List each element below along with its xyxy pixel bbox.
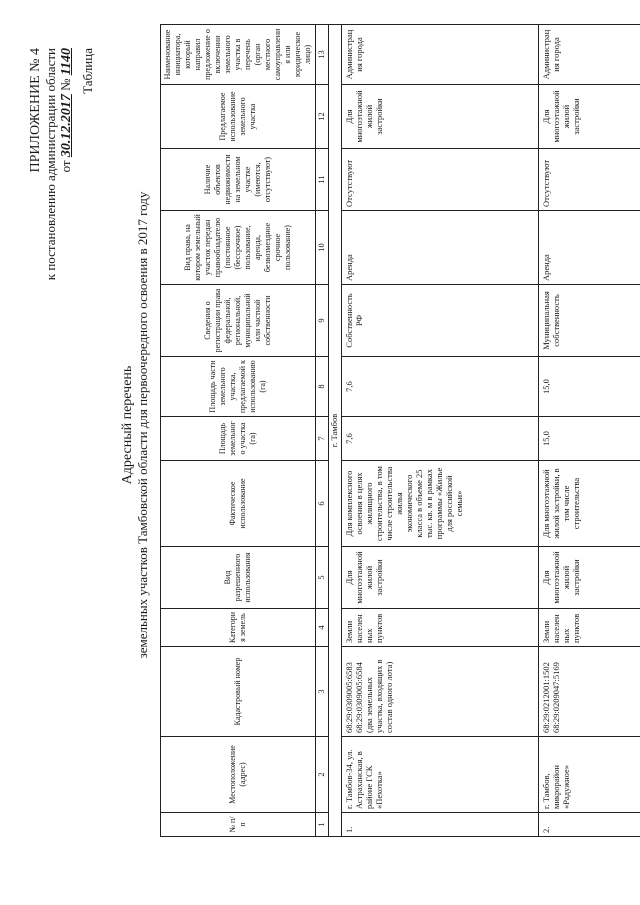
- cadastral-cell: 68:29:0212001:1502 68:29:0209047:5169: [539, 647, 640, 737]
- right-type-cell: Аренда: [539, 211, 640, 285]
- land-plots-table: [160, 24, 640, 837]
- group-title: г. Тамбов: [329, 25, 342, 837]
- handwritten-date: 30.12.2017: [59, 94, 74, 158]
- from-label: от: [58, 160, 73, 173]
- column-number: 2: [316, 737, 329, 813]
- area-part-cell: 7,6: [342, 357, 539, 417]
- category-cell: Земли населенных пунктов: [539, 609, 640, 647]
- header-cell: Вид права, на котором земельный участок передан правообладателю (постоянное (бессрочное) пользование, аренда, безвозмездное срочное пользование): [161, 211, 316, 285]
- handwritten-number: 1140: [59, 48, 74, 76]
- real-estate-cell: Отсутствуют: [539, 149, 640, 211]
- header-cell: Фактическое использование: [161, 461, 316, 547]
- header-cell: Площадь земельного участка (га): [161, 417, 316, 461]
- column-number: 1: [316, 813, 329, 837]
- column-number: 3: [316, 647, 329, 737]
- document-heading: [120, 145, 150, 705]
- header-cell: Категория земель: [161, 609, 316, 647]
- header-cell: Наименование инициатора, который направил предложение о включении земельного участка в перечень (орган местного самоуправления или юридическое лицо): [161, 25, 316, 85]
- initiator-cell: Администрация города: [539, 25, 640, 85]
- appendix-date-line: [58, 48, 74, 280]
- column-number: 5: [316, 547, 329, 609]
- column-number: 10: [316, 211, 329, 285]
- header-cell: Местоположение (адрес): [161, 737, 316, 813]
- appendix-block: [28, 48, 74, 280]
- header-cell: Вид разрешенного использования: [161, 547, 316, 609]
- row-number: 2.: [539, 813, 640, 837]
- area-cell: 7,6: [342, 417, 539, 461]
- column-number: 12: [316, 85, 329, 149]
- header-cell: Сведения о регистрации права федеральной, региональной, муниципальной или частной собственности: [161, 285, 316, 357]
- table-label: Таблица: [80, 48, 95, 94]
- header-row: [161, 25, 316, 837]
- actual-use-cell: Для комплексного освоения в целях жилищного строительства, в том числе строительства жилья экономического класса в объеме 25 тыс. кв. м в рамках программы «Жилье для российской семьи»: [342, 461, 539, 547]
- real-estate-cell: Отсутствуют: [342, 149, 539, 211]
- address-cell: г. Тамбов-34, ул. Астраханская, в районе ГСК «Пехотка»: [342, 737, 539, 813]
- column-number: 9: [316, 285, 329, 357]
- column-number-row: [316, 25, 329, 837]
- column-number: 6: [316, 461, 329, 547]
- proposed-use-cell: Для многоэтажной жилой застройки: [539, 85, 640, 149]
- column-number: 13: [316, 25, 329, 85]
- column-number: 8: [316, 357, 329, 417]
- actual-use-cell: Для многоэтажной жилой застройки, в том числе строительства: [539, 461, 640, 547]
- column-number: 7: [316, 417, 329, 461]
- header-cell: Кадастровый номер: [161, 647, 316, 737]
- permitted-use-cell: Для многоэтажной жилой застройки: [539, 547, 640, 609]
- ownership-cell: Муниципальная собственность: [539, 285, 640, 357]
- column-number: 11: [316, 149, 329, 211]
- column-number: 4: [316, 609, 329, 647]
- proposed-use-cell: Для многоэтажной жилой застройки: [342, 85, 539, 149]
- right-type-cell: Аренда: [342, 211, 539, 285]
- header-cell: Наличие объектов недвижимости на земельном участке (имеются, отсутствуют): [161, 149, 316, 211]
- cadastral-cell: 68:29:0309005:6583 68:29:0309005:6584 (два земельных участка, входящих в состав одного лота): [342, 647, 539, 737]
- header-cell: № п/п: [161, 813, 316, 837]
- row-number: 1.: [342, 813, 539, 837]
- area-part-cell: 15,0: [539, 357, 640, 417]
- appendix-title: ПРИЛОЖЕНИЕ № 4: [28, 48, 43, 173]
- heading-title: Адресный перечень: [120, 365, 135, 485]
- table-row: [539, 25, 640, 837]
- category-cell: Земли населенных пунктов: [342, 609, 539, 647]
- number-label: №: [58, 78, 73, 91]
- area-cell: 15,0: [539, 417, 640, 461]
- heading-subtitle: земельных участков Тамбовской области для первоочередного освоения в 2017 году: [135, 191, 150, 659]
- permitted-use-cell: Для многоэтажной жилой застройки: [342, 547, 539, 609]
- initiator-cell: Администрация города: [342, 25, 539, 85]
- header-cell: Предлагаемое использование земельного участка: [161, 85, 316, 149]
- ownership-cell: Собственность РФ: [342, 285, 539, 357]
- address-cell: г. Тамбов, микрорайон «Радужное»: [539, 737, 640, 813]
- header-cell: Площадь части земельного участка, предлагаемой к использованию (га): [161, 357, 316, 417]
- group-row: [329, 25, 342, 837]
- table-row: [342, 25, 539, 837]
- appendix-line: к постановлению администрации области: [43, 48, 58, 281]
